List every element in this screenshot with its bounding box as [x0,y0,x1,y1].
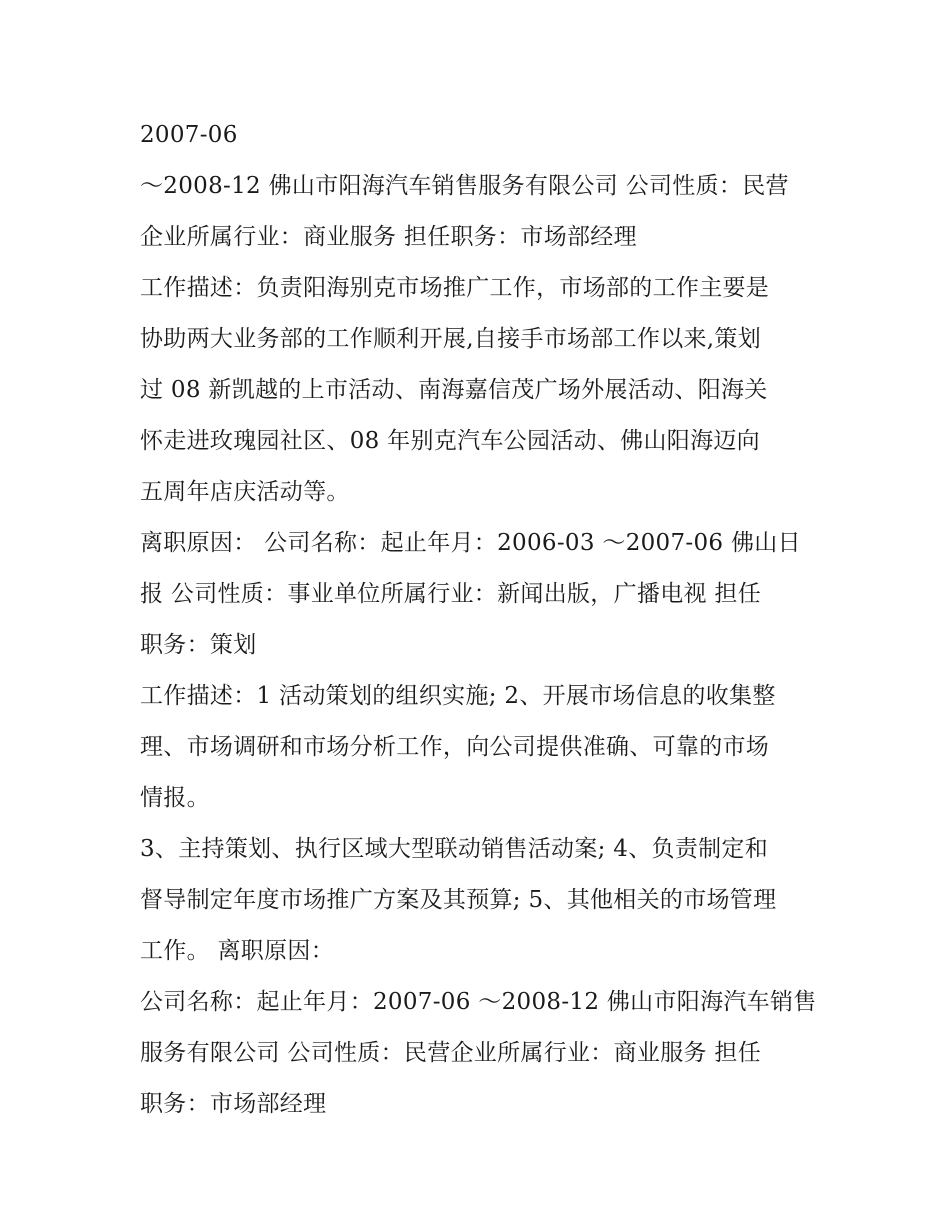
text-line: 职务：策划 [140,632,257,658]
text-line: 理、市场调研和市场分析工作，向公司提供准确、可靠的市场 [140,734,770,760]
text-line: 离职原因： 公司名称：起止年月：2006-03 ～2007-06 佛山日 [140,530,801,556]
text-line: 工作描述：负责阳海别克市场推广工作，市场部的工作主要是 [140,275,770,301]
text-line: 情报。 [140,785,210,811]
text-line: 工作。 离职原因： [140,938,335,964]
text-line: 过 08 新凯越的上市活动、南海嘉信茂广场外展活动、阳海关 [140,377,768,403]
text-line: 3、主持策划、执行区域大型联动销售活动案; 4、负责制定和 [140,836,769,862]
text-line: 工作描述：1 活动策划的组织实施; 2、开展市场信息的收集整 [140,683,776,709]
text-line: 职务：市场部经理 [140,1091,327,1117]
text-line: 怀走进玫瑰园社区、08 年别克汽车公园活动、佛山阳海迈向 [140,428,760,454]
resume-text-block [140,110,820,1130]
text-line: ～2008-12 佛山市阳海汽车销售服务有限公司 公司性质：民营 [140,173,789,199]
text-line: 五周年店庆活动等。 [140,479,350,505]
text-line: 协助两大业务部的工作顺利开展,自接手市场部工作以来,策划 [140,326,762,352]
text-line: 公司名称：起止年月：2007-06 ～2008-12 佛山市阳海汽车销售 [140,989,817,1015]
text-line: 督导制定年度市场推广方案及其预算; 5、其他相关的市场管理 [140,887,777,913]
text-line: 企业所属行业：商业服务 担任职务：市场部经理 [140,224,637,250]
text-line: 2007-06 [140,122,238,148]
text-line: 报 公司性质：事业单位所属行业：新闻出版，广播电视 担任 [140,581,762,607]
text-line: 服务有限公司 公司性质：民营企业所属行业：商业服务 担任 [140,1040,762,1066]
